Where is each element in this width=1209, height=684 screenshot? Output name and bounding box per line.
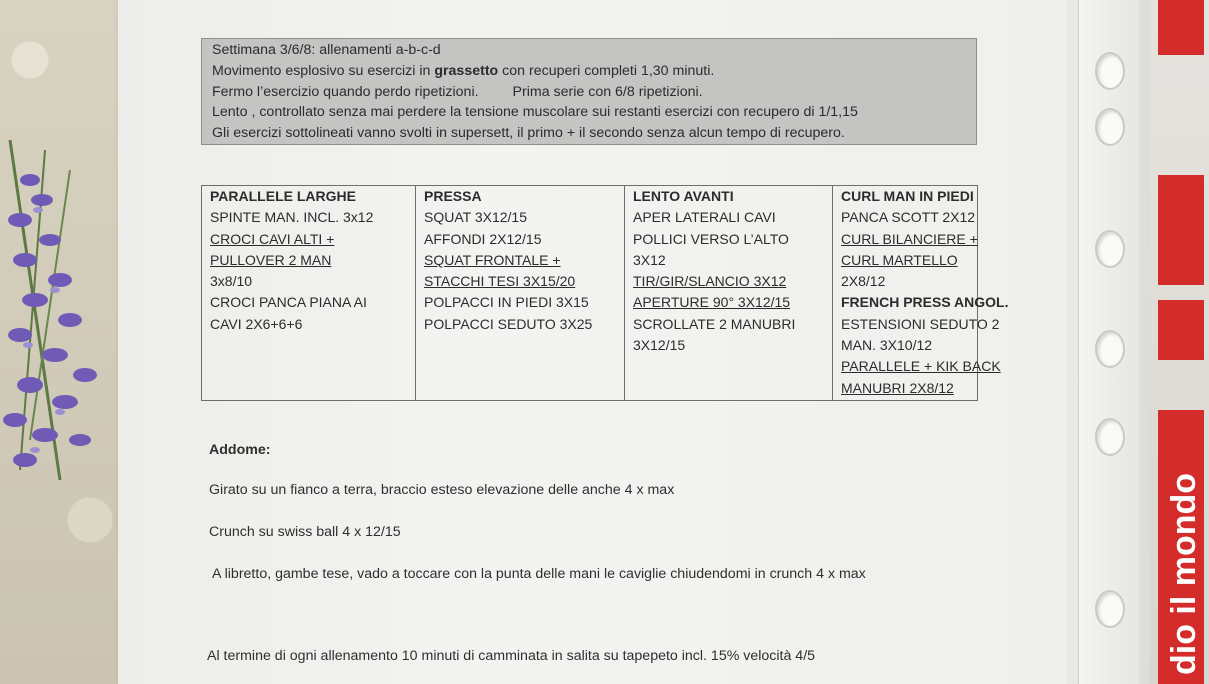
exercise-entry: LENTO AVANTI: [633, 188, 734, 204]
exercise-entry: APER LATERALI CAVI: [633, 209, 776, 226]
punch-hole-icon: [1095, 418, 1125, 456]
exercise-entry: FRENCH PRESS ANGOL.: [841, 294, 1009, 311]
exercise-entry: TIR/GIR/SLANCIO 3X12: [633, 273, 787, 290]
exercise-entry: APERTURE 90° 3X12/15: [633, 294, 791, 311]
punch-hole-icon: [1095, 590, 1125, 628]
exercise-entry: AFFONDI 2X12/15: [424, 230, 542, 247]
exercise-entry: PRESSA: [424, 188, 482, 204]
sleeve-red-stripe: [1158, 300, 1204, 360]
exercise-entry: POLLICI VERSO L’ALTO: [633, 230, 789, 247]
instructions-text: Fermo l’esercizio quando perdo ripetizioni.: [212, 83, 479, 100]
instructions-text: con recuperi completi 1,30 minuti.: [498, 62, 715, 79]
sleeve-red-stripe: [1158, 175, 1204, 285]
instructions-line: Settimana 3/6/8: allenamenti a-b-c-d: [212, 42, 441, 58]
abs-exercise: Girato su un fianco a terra, braccio esteso elevazione delle anche 4 x max: [209, 482, 675, 498]
exercise-entry: CROCI CAVI ALTI +: [210, 230, 335, 247]
exercise-entry: MANUBRI 2X8/12: [841, 379, 954, 396]
instructions-text: Prima serie con 6/8 ripetizioni.: [512, 83, 703, 100]
workout-column-c: [625, 186, 833, 401]
footer-note: Al termine di ogni allenamento 10 minuti di camminata in salita su tapepeto incl. 15% velocità 4/5: [207, 648, 816, 664]
exercise-entry: POLPACCI SEDUTO 3X25: [424, 315, 593, 332]
exercise-entry: ESTENSIONI SEDUTO 2: [841, 315, 1000, 332]
instructions-box: [201, 38, 977, 145]
instructions-line: [212, 61, 966, 82]
exercise-entry: 3X12/15: [633, 337, 686, 354]
punch-hole-icon: [1095, 52, 1125, 90]
workout-column-d: [833, 186, 1009, 401]
exercise-entry: CURL MARTELLO: [841, 251, 958, 268]
exercise-entry: CROCI PANCA PIANA AI: [210, 294, 367, 311]
exercise-entry: STACCHI TESI 3X15/20: [424, 273, 576, 290]
instructions-bold-text: grassetto: [434, 62, 499, 79]
punch-hole-icon: [1095, 108, 1125, 146]
instructions-line: Lento , controllato senza mai perdere la tensione muscolare sui restanti esercizi con recupero di 1/1,15: [212, 104, 858, 121]
workout-table: [201, 185, 1009, 401]
exercise-entry: PULLOVER 2 MAN: [210, 251, 332, 268]
abs-title: Addome:: [209, 442, 271, 458]
exercise-entry: PANCA SCOTT 2X12: [841, 209, 976, 226]
exercise-entry: MAN. 3X10/12: [841, 337, 933, 354]
instructions-line: [212, 82, 966, 103]
exercise-entry: PARALLELE + KIK BACK: [841, 358, 1001, 375]
table-row: [202, 186, 978, 401]
exercise-entry: SQUAT FRONTALE +: [424, 251, 561, 268]
exercise-entry: 2X8/12: [841, 273, 886, 290]
exercise-entry: SQUAT 3X12/15: [424, 209, 527, 226]
workout-column-a: [202, 186, 416, 401]
exercise-entry: CAVI 2X6+6+6: [210, 315, 303, 332]
lavender-flowers-icon: [0, 140, 120, 500]
exercise-entry: CURL BILANCIERE +: [841, 230, 978, 247]
exercise-entry: PARALLELE LARGHE: [210, 188, 356, 204]
exercise-entry: 3x8/10: [210, 273, 253, 290]
abs-exercise: A libretto, gambe tese, vado a toccare con la punta delle mani le caviglie chiudendomi in crunch 4 x max: [212, 566, 866, 582]
sleeve-red-stripe: [1158, 0, 1204, 55]
exercise-entry: 3X12: [633, 251, 666, 268]
sleeve-brand-logo: [1140, 440, 1209, 680]
exercise-entry: POLPACCI IN PIEDI 3X15: [424, 294, 589, 311]
exercise-entry: SCROLLATE 2 MANUBRI: [633, 315, 796, 332]
workout-column-b: [416, 186, 625, 401]
punch-hole-icon: [1095, 230, 1125, 268]
instructions-line: Gli esercizi sottolineati vanno svolti in supersett, il primo + il secondo senza alcun tempo di recupero.: [212, 125, 845, 142]
sleeve-brand-text: dio il mondo: [1165, 472, 1203, 675]
instructions-text: Movimento esplosivo su esercizi in: [212, 62, 435, 79]
abs-exercise: Crunch su swiss ball 4 x 12/15: [209, 524, 401, 540]
exercise-entry: CURL MAN IN PIEDI: [841, 188, 974, 204]
punch-hole-icon: [1095, 330, 1125, 368]
exercise-entry: SPINTE MAN. INCL. 3x12: [210, 209, 374, 226]
